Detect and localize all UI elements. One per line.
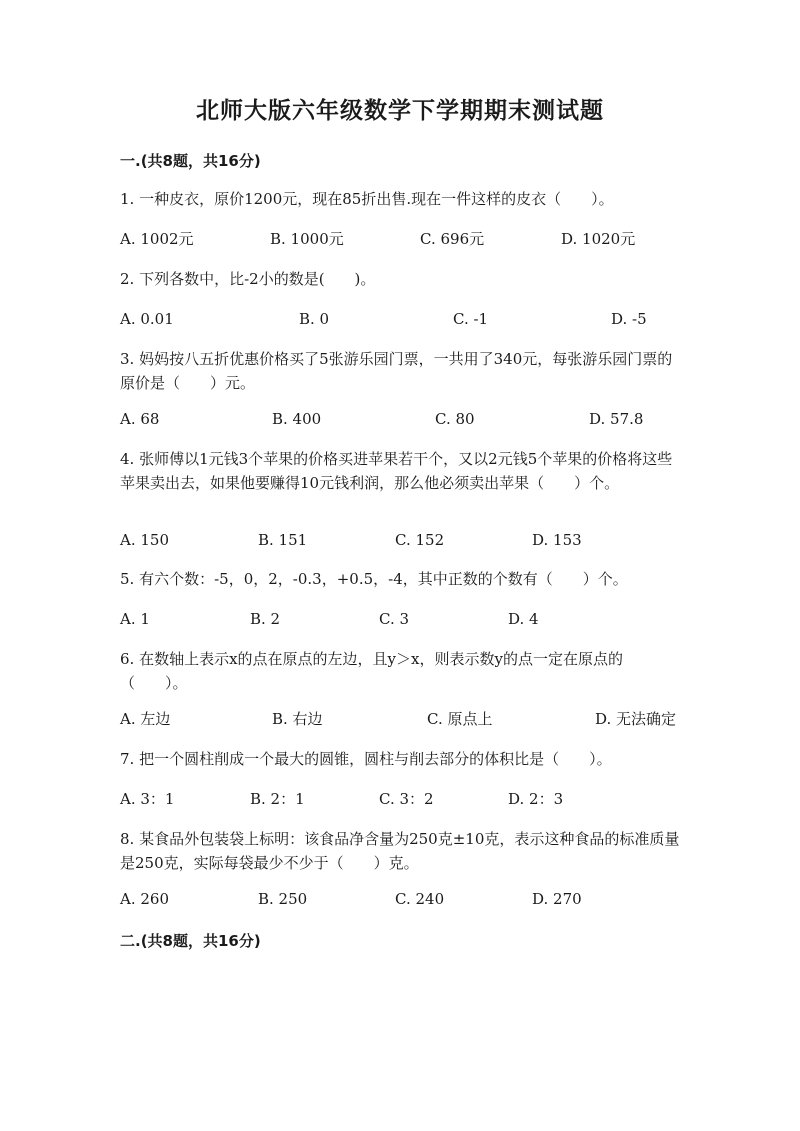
question-6-option-c: C. 原点上	[427, 710, 493, 728]
question-8-text: 8. 某食品外包装袋上标明：该食品净含量为250克±10克，表示这种食品的标准质量是250克，实际每袋最少不少于（ ）克。	[120, 830, 680, 872]
question-5-option-d: D. 4	[508, 610, 539, 628]
question-4-option-c: C. 152	[395, 531, 445, 549]
question-5-option-b: B. 2	[250, 610, 281, 628]
section-heading-1: 一.(共8题，共16分)	[120, 152, 261, 170]
question-2-text: 2. 下列各数中，比-2小的数是( )。	[120, 270, 376, 288]
question-7-option-c: C. 3：2	[379, 790, 434, 808]
question-1-option-a: A. 1002元	[120, 230, 194, 248]
question-3-text: 3. 妈妈按八五折优惠价格买了5张游乐园门票，一共用了340元，每张游乐园门票的原价是（ ）元。	[120, 350, 673, 392]
question-2-option-d: D. -5	[611, 310, 647, 328]
question-6-option-a: A. 左边	[120, 710, 171, 728]
question-7-text: 7. 把一个圆柱削成一个最大的圆锥，圆柱与削去部分的体积比是（ ）。	[120, 750, 612, 768]
question-8-option-d: D. 270	[532, 890, 582, 908]
question-8-option-a: A. 260	[120, 890, 169, 908]
question-3-option-b: B. 400	[272, 410, 322, 428]
question-4-option-b: B. 151	[258, 531, 308, 549]
question-3-option-c: C. 80	[435, 410, 475, 428]
question-1-text: 1. 一种皮衣，原价1200元，现在85折出售.现在一件这样的皮衣（ ）。	[120, 190, 614, 208]
question-2-option-c: C. -1	[453, 310, 489, 328]
question-7-option-b: B. 2：1	[250, 790, 305, 808]
question-5-option-a: A. 1	[120, 610, 150, 628]
section-heading-2: 二.(共8题，共16分)	[120, 932, 261, 950]
question-8-option-c: C. 240	[395, 890, 445, 908]
question-1-option-c: C. 696元	[420, 230, 485, 248]
question-4-option-d: D. 153	[532, 531, 582, 549]
question-5-option-c: C. 3	[379, 610, 410, 628]
question-6-option-d: D. 无法确定	[595, 710, 677, 728]
question-2-option-b: B. 0	[299, 310, 330, 328]
question-3-option-d: D. 57.8	[589, 410, 644, 428]
question-7-option-a: A. 3：1	[120, 790, 175, 808]
question-1-option-d: D. 1020元	[561, 230, 636, 248]
question-8-option-b: B. 250	[258, 890, 308, 908]
question-4-text: 4. 张师傅以1元钱3个苹果的价格买进苹果若干个，又以2元钱5个苹果的价格将这些苹果卖出去，如果他要赚得10元钱利润，那么他必须卖出苹果（ ）个。	[120, 450, 673, 492]
question-6-text: 6. 在数轴上表示x的点在原点的左边，且y＞x，则表示数y的点一定在原点的（ ）。	[120, 650, 623, 692]
question-2-option-a: A. 0.01	[120, 310, 174, 328]
question-5-text: 5. 有六个数：-5，0，2，-0.3，+0.5，-4，其中正数的个数有（ ）个。	[120, 570, 628, 588]
question-3-option-a: A. 68	[120, 410, 160, 428]
question-4-option-a: A. 150	[120, 531, 169, 549]
question-1-option-b: B. 1000元	[270, 230, 344, 248]
question-6-option-b: B. 右边	[272, 710, 323, 728]
question-7-option-d: D. 2：3	[508, 790, 564, 808]
page-title: 北师大版六年级数学下学期期末测试题	[196, 97, 604, 124]
